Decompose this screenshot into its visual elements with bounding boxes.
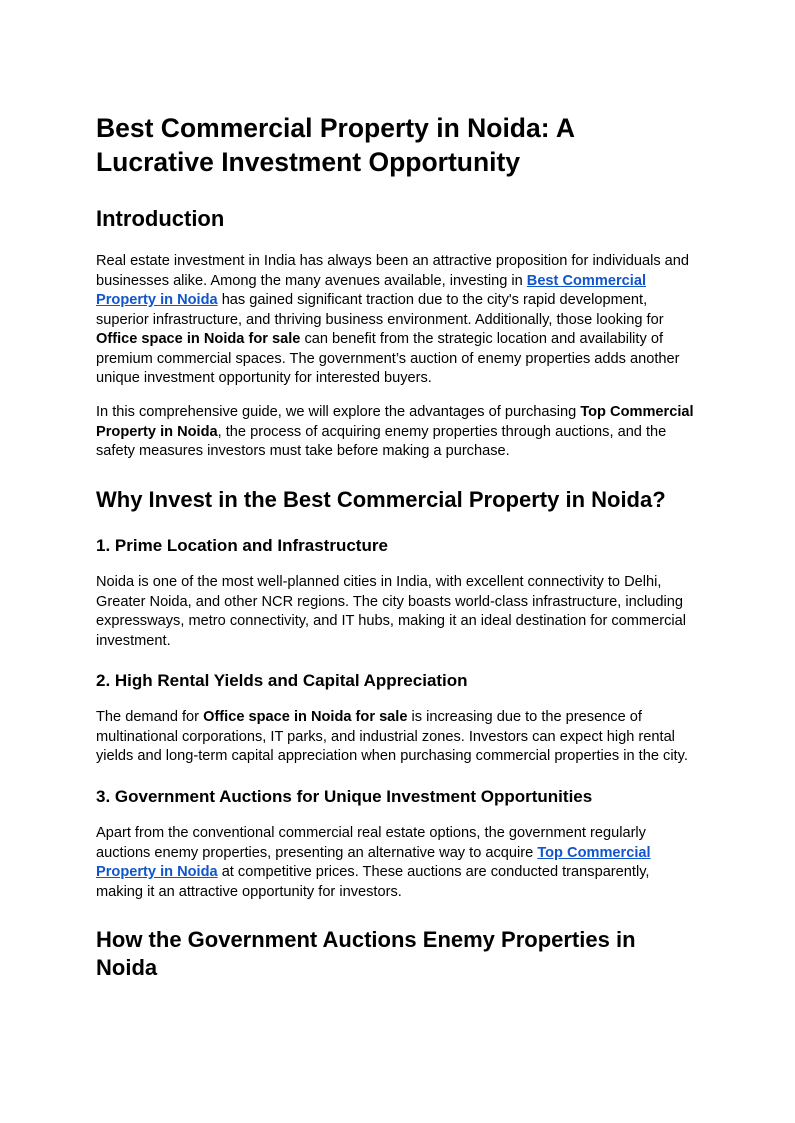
bold-text: Top Commercial Property in Noida bbox=[96, 404, 694, 440]
text: Real estate investment in India has always been an attractive proposition for individuals and businesses alike. Among the many avenues available, investing in bbox=[96, 253, 690, 289]
heading-introduction: Introduction bbox=[96, 206, 225, 231]
prime-location-paragraph: Noida is one of the most well-planned cities in India, with excellent connectivity to Delhi, Greater Noida, and other NCR regions. The city boasts world-class infrastructure, including expressways, metro connectivity, and IT hubs, making it an ideal destination for commercial investment. bbox=[96, 574, 686, 649]
page-title: Best Commercial Property in Noida: A Lucrative Investment Opportunity bbox=[96, 113, 575, 177]
best-commercial-property-link[interactable]: Best Commercial Property in Noida bbox=[96, 272, 647, 308]
top-commercial-property-link[interactable]: Top Commercial Property in Noida bbox=[96, 844, 651, 880]
heading-rental-yields: 2. High Rental Yields and Capital Appreciation bbox=[96, 671, 468, 690]
intro-paragraph-1 bbox=[96, 252, 700, 389]
text: Apart from the conventional commercial real estate options, the government regularly auctions enemy properties, presenting an alternative way to acquire bbox=[96, 825, 646, 861]
intro-paragraph-2 bbox=[96, 403, 700, 462]
heading-prime-location: 1. Prime Location and Infrastructure bbox=[96, 536, 388, 555]
text: can benefit from the strategic location and availability of premium commercial spaces. The government’s auction of enemy properties adds another unique investment opportunity for interested buyers. bbox=[96, 331, 680, 386]
text: has gained significant traction due to the city's rapid development, superior infrastructure, and thriving business environment. Additionally, those looking for bbox=[96, 292, 664, 328]
text: The demand for bbox=[96, 709, 204, 725]
heading-why-invest: Why Invest in the Best Commercial Property in Noida? bbox=[96, 487, 666, 512]
government-auctions-paragraph bbox=[96, 824, 700, 902]
text: , the process of acquiring enemy properties through auctions, and the safety measures investors must take before making a purchase. bbox=[96, 423, 667, 459]
heading-how-auctions: How the Government Auctions Enemy Properties in Noida bbox=[96, 927, 636, 980]
bold-text: Office space in Noida for sale bbox=[96, 331, 301, 347]
text: at competitive prices. These auctions are conducted transparently, making it an attractive opportunity for investors. bbox=[96, 864, 650, 900]
heading-government-auctions: 3. Government Auctions for Unique Investment Opportunities bbox=[96, 787, 593, 806]
text: In this comprehensive guide, we will explore the advantages of purchasing bbox=[96, 404, 581, 420]
rental-yields-paragraph bbox=[96, 708, 700, 767]
text: is increasing due to the presence of multinational corporations, IT parks, and industrial zones. Investors can expect high rental yields and long-term capital appreciation when purchasing commercial properties in the city. bbox=[96, 709, 688, 764]
bold-text: Office space in Noida for sale bbox=[203, 709, 408, 725]
